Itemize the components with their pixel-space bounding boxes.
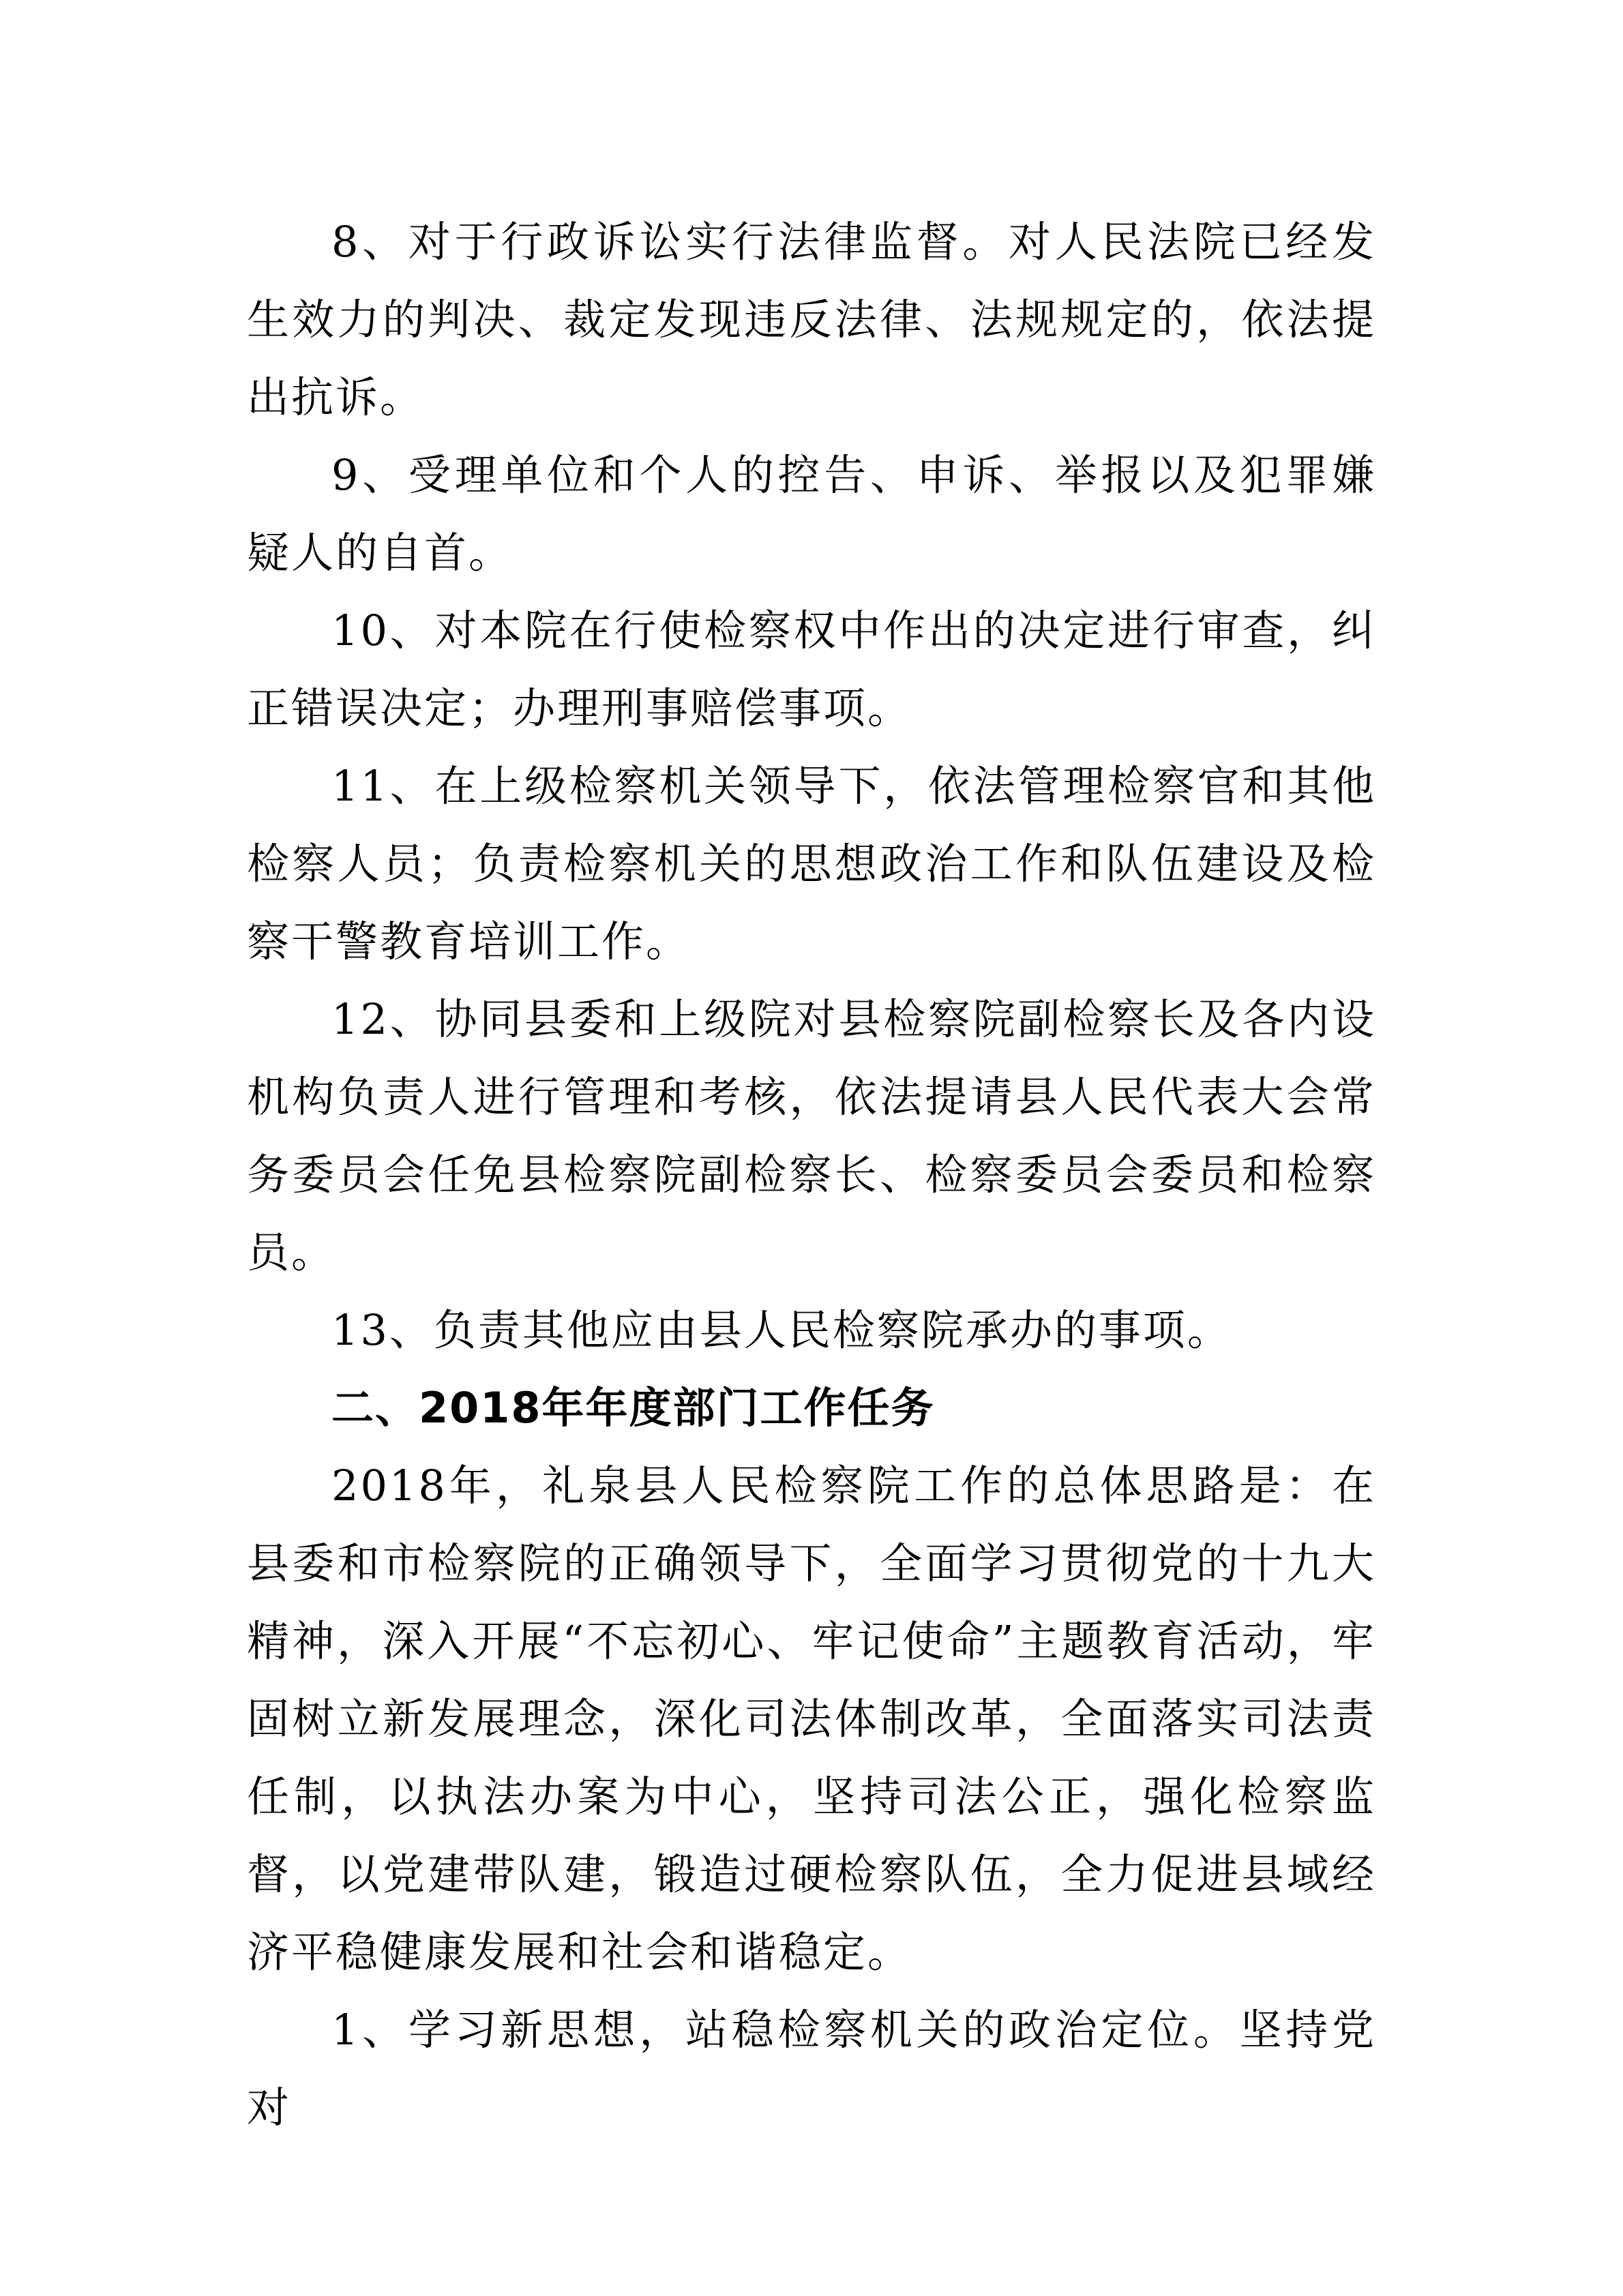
document-body [247,203,1376,2147]
paragraph-item-8: 8、对于行政诉讼实行法律监督。对人民法院已经发生效力的判决、裁定发现违反法律、法规规定的，依法提出抗诉。 [247,217,1376,422]
paragraph-item-13: 13、负责其他应由县人民检察院承办的事项。 [331,1305,1232,1355]
paragraph-item-9: 9、受理单位和个人的控告、申诉、举报以及犯罪嫌疑人的自首。 [247,450,1376,578]
paragraph-task-1: 1、学习新思想，站稳检察机关的政治定位。坚持党对 [247,2005,1376,2132]
section-heading: 二、2018年年度部门工作任务 [331,1383,935,1433]
paragraph-item-10: 10、对本院在行使检察权中作出的决定进行审查，纠正错误决定；办理刑事赔偿事项。 [247,606,1376,733]
paragraph-overview: 2018年，礼泉县人民检察院工作的总体思路是：在县委和市检察院的正确领导下，全面学习贯彻党的十九大精神，深入开展“不忘初心、牢记使命”主题教育活动，牢固树立新发展理念，深化司法体制改革，全面落实司法责任制，以执法办案为中心，坚持司法公正，强化检察监督，以党建带队建，锻造过硬检察队伍，全力促进县域经济平稳健康发展和社会和谐稳定。 [247,1461,1376,1977]
paragraph-item-11: 11、在上级检察机关领导下，依法管理检察官和其他检察人员；负责检察机关的思想政治工作和队伍建设及检察干警教育培训工作。 [247,761,1376,966]
paragraph-item-12: 12、协同县委和上级院对县检察院副检察长及各内设机构负责人进行管理和考核，依法提请县人民代表大会常务委员会任免县检察院副检察长、检察委员会委员和检察员。 [247,994,1376,1277]
